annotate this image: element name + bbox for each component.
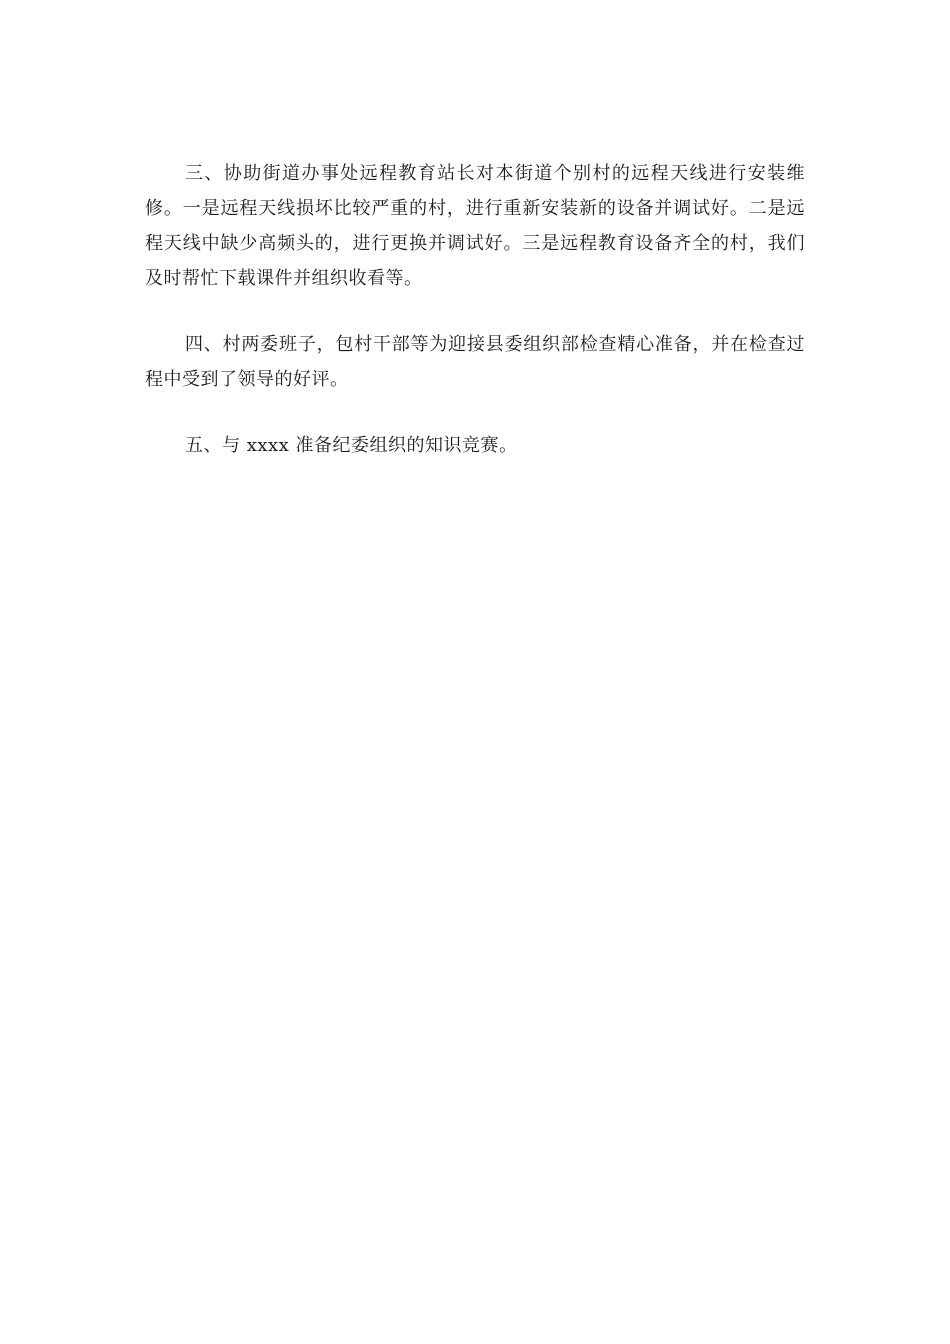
paragraph-item-5: 五、与 xxxx 准备纪委组织的知识竞赛。 <box>185 435 518 456</box>
document-body <box>145 156 805 463</box>
paragraph-item-4: 四、村两委班子，包村干部等为迎接县委组织部检查精心准备，并在检查过程中受到了领导的好评。 <box>145 334 805 390</box>
paragraph-item-3: 三、协助街道办事处远程教育站长对本街道个别村的远程天线进行安装维修。一是远程天线损坏比较严重的村，进行重新安装新的设备并调试好。二是远程天线中缺少高频头的，进行更换并调试好。三是远程教育设备齐全的村，我们及时帮忙下载课件并组织收看等。 <box>145 163 805 289</box>
